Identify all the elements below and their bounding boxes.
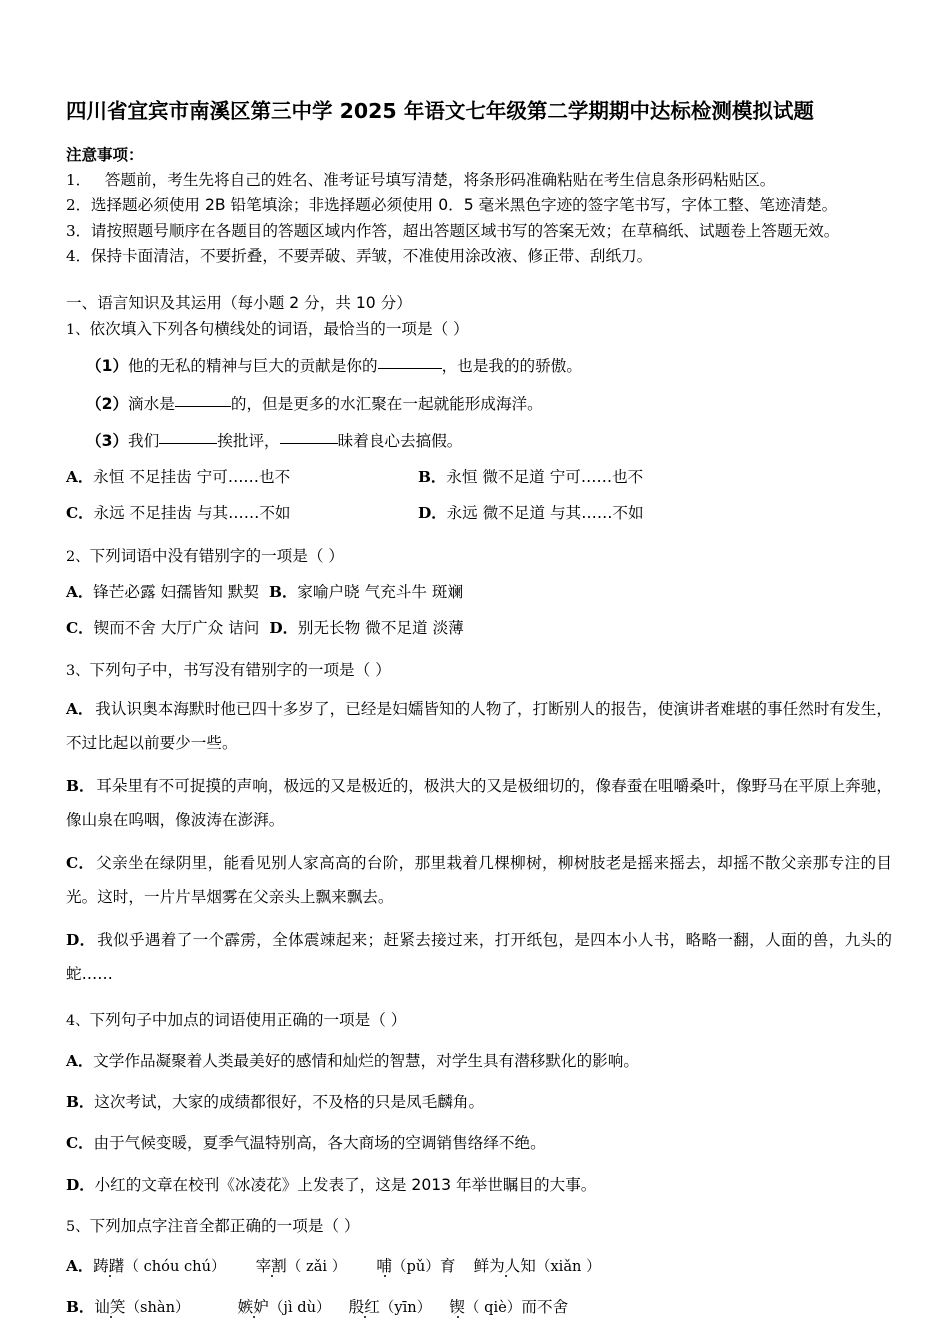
option-b[interactable] — [66, 1090, 892, 1115]
option-d[interactable] — [66, 924, 892, 992]
pinyin-word-tail: 育 — [439, 1257, 456, 1276]
option-label: D． — [66, 930, 96, 949]
pinyin-reading: （jì dù） — [268, 1298, 331, 1316]
pinyin-reading: （ chóu chú） — [124, 1258, 226, 1276]
pinyin-group — [94, 1298, 189, 1316]
option-text: 永远 微不足道 与其……不如 — [446, 504, 644, 523]
option-d[interactable] — [269, 616, 463, 641]
pinyin-word: 踌躇 — [93, 1257, 125, 1276]
pinyin-group — [349, 1298, 432, 1316]
option-label: A． — [66, 1257, 94, 1276]
notice-item-number: 4． — [66, 246, 91, 265]
option-c[interactable] — [66, 1131, 892, 1156]
option-row — [66, 501, 892, 526]
option-label: D． — [418, 504, 447, 523]
option-label: B． — [418, 468, 447, 487]
question-number: 2、 — [66, 548, 90, 565]
question-stem — [66, 1214, 892, 1239]
pinyin-reading: （xiǎn ） — [535, 1258, 601, 1276]
option-text: 我认识奥本海默时他已四十多岁了，已经是妇嬬皆知的人物了，打断别人的报告，使演讲者难堪的事任然时有发生，不过比起以前要少一些。 — [66, 699, 892, 752]
notice-item-number: 3． — [66, 221, 91, 240]
fill-in-blank — [280, 443, 338, 444]
question-stem — [66, 544, 892, 569]
option-a[interactable] — [66, 1049, 892, 1074]
option-text: 我似乎遇着了一个霹雳，全体震竦起来；赶紧去接过来，打开纸包，是四本小人书，略略一翻，人面的兽，九头的蛇…… — [66, 930, 892, 983]
option-label: A． — [66, 699, 94, 718]
question-stem — [66, 1008, 892, 1033]
option-text: 别无长物 微不足道 淡薄 — [297, 619, 464, 638]
sub-item-text-middle: 挨批评， — [217, 431, 280, 450]
question-stem — [66, 658, 892, 683]
question-stem-text: 下列加点字注音全都正确的一项是（ ） — [89, 1216, 360, 1235]
option-d[interactable] — [418, 501, 644, 526]
question-number: 4、 — [66, 1012, 90, 1029]
option-text: 家喻户晓 气充斗牛 斑斓 — [297, 582, 464, 601]
notice-heading: 注意事项： — [66, 146, 144, 165]
option-label: C． — [66, 853, 95, 872]
option-c[interactable] — [66, 616, 259, 641]
option-label: B． — [269, 582, 298, 601]
pinyin-word: 殷红 — [348, 1297, 380, 1316]
question-sub-item — [66, 392, 892, 417]
option-a[interactable] — [66, 693, 892, 761]
question-number: 1、 — [66, 322, 90, 338]
option-b[interactable] — [418, 465, 643, 490]
pinyin-word: 哺 — [376, 1257, 392, 1276]
pinyin-group — [376, 1257, 455, 1275]
sub-item-label: （3） — [86, 431, 129, 450]
pinyin-word: 宰割 — [255, 1257, 287, 1276]
notice-item-text: 答题前，考生先将自己的姓名、准考证号填写清楚，将条形码准确粘贴在考生信息条形码粘贴区。 — [104, 171, 776, 190]
option-a[interactable] — [66, 580, 259, 605]
question-sub-item — [66, 429, 892, 454]
pinyin-reading: （ qiè） — [464, 1298, 522, 1316]
notice-item-text: 请按照题号顺序在各题目的答题区域内作答，超出答题区域书写的答案无效；在草稿纸、试题卷上答题无效。 — [90, 221, 840, 240]
option-label: C． — [66, 504, 94, 523]
notice-item — [66, 193, 892, 218]
option-label: A． — [66, 1051, 94, 1070]
option-text: 小红的文章在校刊《冰凌花》上发表了，这是 2013 年举世瞩目的大事。 — [94, 1175, 597, 1194]
option-label: B． — [66, 1297, 95, 1316]
option-d[interactable] — [66, 1173, 892, 1198]
question-number: 3、 — [66, 663, 90, 680]
pinyin-word: 锲 — [449, 1297, 465, 1316]
option-label: C． — [66, 1134, 94, 1153]
option-label: D． — [269, 619, 298, 638]
notice-item-text: 选择题必须使用 2B 铅笔填涂；非选择题必须使用 0．5 毫米黑色字迹的签字笔书写，字体工整、笔迹清楚。 — [90, 196, 838, 215]
option-text: 由于气候变暖，夏季气温特别高，各大商场的空调销售络绎不绝。 — [93, 1134, 546, 1153]
notice-item-text: 保持卡面清洁，不要折叠，不要弄破、弄皱，不准使用涂改液、修正带、刮纸刀。 — [90, 246, 653, 265]
option-text: 文学作品凝聚着人类最美好的感情和灿烂的智慧，对学生具有潜移默化的影响。 — [93, 1051, 639, 1070]
option-text: 这次考试，大家的成绩都很好，不及格的只是凤毛麟角。 — [94, 1093, 485, 1112]
notice-item — [66, 244, 892, 269]
option-text: 锲而不舍 大厅广众 诘问 — [93, 619, 260, 638]
option-label: A． — [66, 582, 94, 601]
option-b[interactable] — [66, 770, 892, 838]
option-b[interactable] — [66, 1295, 892, 1320]
option-label: B． — [66, 776, 95, 795]
fill-in-blank — [378, 368, 442, 369]
option-label: B． — [66, 1093, 95, 1112]
option-label: C． — [66, 619, 94, 638]
notice-item-number: 2． — [66, 196, 91, 215]
pinyin-group — [449, 1298, 568, 1316]
pinyin-word: 鲜为人知 — [473, 1257, 536, 1276]
page-title: 四川省宜宾市南溪区第三中学 2025 年语文七年级第二学期期中达标检测模拟试题 — [66, 99, 814, 123]
question-stem-text: 下列词语中没有错别字的一项是（ ） — [89, 546, 345, 565]
question-stem — [66, 317, 892, 342]
pinyin-group — [238, 1298, 331, 1316]
sub-item-label: （1） — [86, 357, 129, 376]
sub-item-text-before: 我们 — [128, 431, 160, 450]
question-stem-text: 下列句子中，书写没有错别字的一项是（ ） — [89, 661, 391, 680]
pinyin-reading: （yīn） — [379, 1298, 432, 1316]
sub-item-text-after: ，也是我的的骄傲。 — [441, 357, 582, 376]
question-sub-item — [66, 354, 892, 379]
notice-item-number: 1． — [66, 171, 91, 190]
sub-item-text-after: 的，但是更多的水汇聚在一起就能形成海洋。 — [230, 394, 543, 413]
sub-item-label: （2） — [86, 394, 129, 413]
question-stem-text: 依次填入下列各句横线处的词语，最恰当的一项是（ ） — [89, 320, 469, 338]
pinyin-reading: （shàn） — [125, 1298, 190, 1316]
option-text: 永恒 不足挂齿 宁可……也不 — [93, 468, 291, 487]
option-a[interactable] — [66, 465, 418, 490]
pinyin-reading: （pǔ） — [391, 1258, 440, 1276]
pinyin-word-tail: 而不舍 — [521, 1297, 569, 1316]
option-text: 耳朵里有不可捉摸的声响，极远的又是极近的，极洪大的又是极细切的，像春蚕在咀嚼桑叶，像野马在平原上奔驰，像山泉在呜咽，像波涛在澎湃。 — [66, 776, 892, 829]
question-number: 5、 — [66, 1218, 90, 1235]
option-label: A． — [66, 468, 94, 487]
pinyin-word: 讪笑 — [94, 1297, 126, 1316]
notice-item — [66, 168, 892, 193]
fill-in-blank — [159, 443, 217, 444]
pinyin-word: 嫉妒 — [237, 1297, 269, 1316]
notice-list — [66, 168, 892, 269]
pinyin-group — [93, 1257, 225, 1275]
option-text: 永远 不足挂齿 与其……不如 — [93, 504, 291, 523]
sub-item-text-before: 他的无私的精神与巨大的贡献是你的 — [128, 357, 378, 376]
notice-item — [66, 219, 892, 244]
option-text: 锋芒必露 妇孺皆知 默契 — [93, 582, 260, 601]
option-b[interactable] — [269, 580, 463, 605]
option-label: D． — [66, 1175, 95, 1194]
pinyin-group — [256, 1257, 347, 1275]
option-text: 父亲坐在绿阴里，能看见别人家高高的台阶，那里栽着几棵柳树，柳树肢老是摇来摇去，却摇不散父亲那专注的目光。这时，一片片旱烟雾在父亲头上飘来飘去。 — [66, 853, 892, 906]
pinyin-group — [473, 1257, 600, 1275]
option-a[interactable] — [66, 1254, 892, 1279]
option-text: 永恒 微不足道 宁可……也不 — [446, 468, 644, 487]
fill-in-blank — [175, 406, 231, 407]
section-title: 一、语言知识及其运用（每小题 2 分，共 10 分） — [66, 294, 412, 313]
option-row — [66, 580, 892, 605]
option-row — [66, 465, 892, 490]
sub-item-text-after: 昧着良心去搞假。 — [337, 431, 463, 450]
option-c[interactable] — [66, 847, 892, 915]
pinyin-reading: （ zǎi ） — [286, 1258, 347, 1276]
option-row — [66, 616, 892, 641]
question-stem-text: 下列句子中加点的词语使用正确的一项是（ ） — [89, 1010, 407, 1029]
sub-item-text-before: 滴水是 — [128, 394, 175, 413]
option-c[interactable] — [66, 501, 418, 526]
